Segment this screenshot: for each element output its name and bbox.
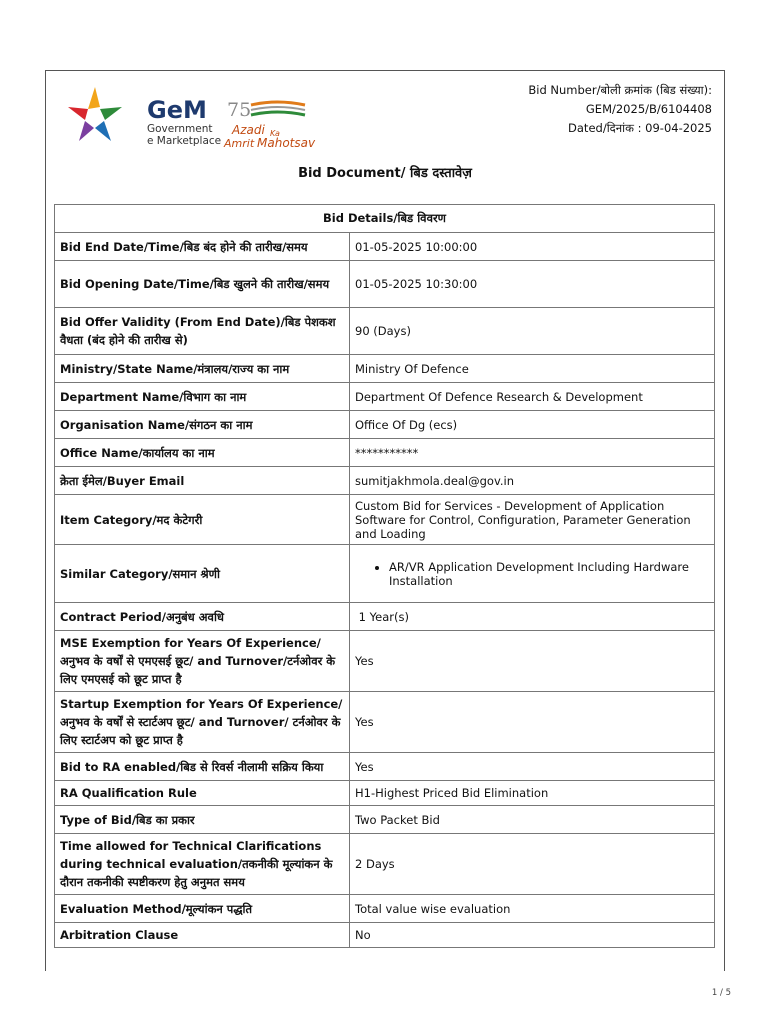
row-key: Time allowed for Technical Clarifications during technical evaluation/तकनीकी मूल्यांकन के दौरान तकनीकी स्पष्टीकरण हेतु अनुमत समय bbox=[55, 834, 350, 895]
row-key: Item Category/मद केटेगरी bbox=[55, 495, 350, 545]
table-row bbox=[55, 545, 715, 603]
bid-details-table bbox=[54, 204, 715, 948]
row-value: H1-Highest Priced Bid Elimination bbox=[350, 781, 715, 806]
table-row bbox=[55, 383, 715, 411]
amrit-text: Amrit bbox=[224, 137, 255, 150]
table-row bbox=[55, 411, 715, 439]
table-row bbox=[55, 233, 715, 261]
row-key: Arbitration Clause bbox=[55, 923, 350, 948]
row-value: Department Of Defence Research & Development bbox=[350, 383, 715, 411]
row-key: Bid Offer Validity (From End Date)/बिड पेशकश वैधता (बंद होने की तारीख से) bbox=[55, 308, 350, 355]
row-value: Yes bbox=[350, 753, 715, 781]
table-row bbox=[55, 806, 715, 834]
row-value: 1 Year(s) bbox=[350, 603, 715, 631]
row-key: Ministry/State Name/मंत्रालय/राज्य का नाम bbox=[55, 355, 350, 383]
seventy-five-flag-icon bbox=[227, 99, 307, 121]
row-value-list bbox=[350, 545, 715, 603]
row-key: Evaluation Method/मूल्यांकन पद्धति bbox=[55, 895, 350, 923]
table-row bbox=[55, 439, 715, 467]
row-key: Startup Exemption for Years Of Experience/अनुभव के वर्षों से स्टार्टअप छूट/ and Turnover/ टर्नओवर के लिए स्टार्टअप को छूट प्राप्त है bbox=[55, 692, 350, 753]
row-key: Bid Opening Date/Time/बिड खुलने की तारीख/समय bbox=[55, 261, 350, 308]
gem-wordmark bbox=[147, 97, 221, 147]
row-key: Type of Bid/बिड का प्रकार bbox=[55, 806, 350, 834]
table-row bbox=[55, 467, 715, 495]
buyer-email: sumitjakhmola.deal@gov.in bbox=[350, 467, 715, 495]
row-value: *********** bbox=[350, 439, 715, 467]
bid-meta bbox=[528, 81, 712, 138]
azadi-text: Azadi bbox=[232, 123, 265, 137]
row-value: 01-05-2025 10:30:00 bbox=[350, 261, 715, 308]
bid-date: Dated/दिनांक : 09-04-2025 bbox=[568, 121, 712, 135]
row-key: Department Name/विभाग का नाम bbox=[55, 383, 350, 411]
table-row bbox=[55, 261, 715, 308]
row-value: Total value wise evaluation bbox=[350, 895, 715, 923]
header-logos bbox=[64, 81, 364, 151]
table-row bbox=[55, 603, 715, 631]
row-key: Organisation Name/संगठन का नाम bbox=[55, 411, 350, 439]
row-key: Bid End Date/Time/बिड बंद होने की तारीख/समय bbox=[55, 233, 350, 261]
row-key: Similar Category/समान श्रेणी bbox=[55, 545, 350, 603]
table-row bbox=[55, 631, 715, 692]
row-value: Custom Bid for Services - Development of Application Software for Control, Configuration, Parameter Generation and Loading bbox=[350, 495, 715, 545]
document-title: Bid Document/ बिड दस्तावेज़ bbox=[298, 166, 472, 181]
gem-title: GeM bbox=[147, 96, 207, 124]
mahotsav-text: Mahotsav bbox=[257, 136, 316, 150]
row-value: Office Of Dg (ecs) bbox=[350, 411, 715, 439]
row-key: Bid to RA enabled/बिड से रिवर्स नीलामी सक्रिय किया bbox=[55, 753, 350, 781]
row-value: Ministry Of Defence bbox=[350, 355, 715, 383]
row-key: क्रेता ईमेल/Buyer Email bbox=[55, 467, 350, 495]
table-header-row bbox=[55, 205, 715, 233]
row-key: Office Name/कार्यालय का नाम bbox=[55, 439, 350, 467]
table-row bbox=[55, 692, 715, 753]
table-row bbox=[55, 308, 715, 355]
row-key: MSE Exemption for Years Of Experience/अनुभव के वर्षों से एमएसई छूट/ and Turnover/टर्नओवर के लिए एमएसई को छूट प्राप्त है bbox=[55, 631, 350, 692]
row-value: Two Packet Bid bbox=[350, 806, 715, 834]
document-page bbox=[45, 70, 725, 971]
table-row bbox=[55, 895, 715, 923]
row-value: 90 (Days) bbox=[350, 308, 715, 355]
page-number: 1 / 5 bbox=[711, 988, 731, 998]
table-row bbox=[55, 834, 715, 895]
table-row bbox=[55, 495, 715, 545]
gem-subtitle-government: Government bbox=[147, 123, 213, 135]
row-key: RA Qualification Rule bbox=[55, 781, 350, 806]
table-header: Bid Details/बिड विवरण bbox=[55, 205, 715, 233]
gem-subtitle-marketplace: e Marketplace bbox=[147, 135, 222, 147]
row-value: 01-05-2025 10:00:00 bbox=[350, 233, 715, 261]
gem-star-logo-icon bbox=[64, 83, 126, 145]
row-value: 2 Days bbox=[350, 834, 715, 895]
bid-number-label: Bid Number/बोली क्रमांक (बिड संख्या): bbox=[528, 83, 712, 97]
row-value: Yes bbox=[350, 631, 715, 692]
azadi-ka-amrit-mahotsav-logo bbox=[224, 99, 337, 155]
bid-number: GEM/2025/B/6104408 bbox=[585, 102, 712, 116]
table-row bbox=[55, 753, 715, 781]
row-key: Contract Period/अनुबंध अवधि bbox=[55, 603, 350, 631]
row-value: Yes bbox=[350, 692, 715, 753]
table-row bbox=[55, 781, 715, 806]
similar-category-list bbox=[355, 560, 709, 588]
row-value: No bbox=[350, 923, 715, 948]
svg-text:75: 75 bbox=[227, 99, 252, 121]
table-row bbox=[55, 923, 715, 948]
list-item: • AR/VR Application Development Including Hardware Installation bbox=[389, 560, 709, 588]
ka-text: Ka bbox=[270, 129, 280, 138]
table-row bbox=[55, 355, 715, 383]
